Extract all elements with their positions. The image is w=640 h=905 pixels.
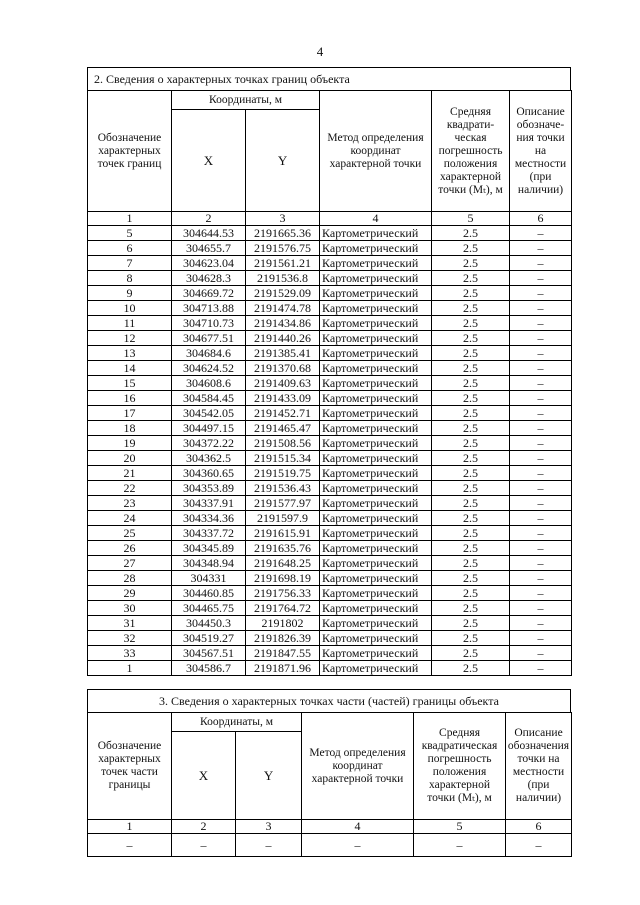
part-boundary-points-body	[88, 834, 572, 857]
error-cell: –	[414, 834, 506, 857]
error-cell: 2.5	[432, 661, 510, 676]
table-row	[88, 316, 572, 331]
point-id-cell: 17	[88, 406, 172, 421]
error-cell: 2.5	[432, 451, 510, 466]
y-coordinate-cell: 2191871.96	[246, 661, 320, 676]
error-cell: 2.5	[432, 241, 510, 256]
error-cell: 2.5	[432, 556, 510, 571]
x-coordinate-cell: 304542.05	[172, 406, 246, 421]
x-coordinate-cell: 304567.51	[172, 646, 246, 661]
point-id-cell: 14	[88, 361, 172, 376]
column-number-row	[88, 820, 572, 834]
description-cell: –	[510, 631, 572, 646]
point-id-cell: 7	[88, 256, 172, 271]
y-coordinate-cell: 2191465.47	[246, 421, 320, 436]
boundary-points-section	[87, 67, 571, 676]
error-cell: 2.5	[432, 586, 510, 601]
table-row	[88, 601, 572, 616]
y-coordinate-cell: –	[236, 834, 302, 857]
boundary-points-body	[88, 226, 572, 676]
x-coordinate-cell: 304713.88	[172, 301, 246, 316]
method-cell: Картометрический	[320, 661, 432, 676]
method-cell: Картометрический	[320, 271, 432, 286]
table-row	[88, 571, 572, 586]
y-coordinate-cell: 2191635.76	[246, 541, 320, 556]
description-cell: –	[510, 391, 572, 406]
x-coordinate-cell: 304608.6	[172, 376, 246, 391]
x-coordinate-cell: 304372.22	[172, 436, 246, 451]
y-coordinate-cell: 2191409.63	[246, 376, 320, 391]
designation-header: Обозначение характерных точек части границы	[88, 713, 172, 820]
method-cell: Картометрический	[320, 541, 432, 556]
y-coordinate-cell: 2191434.86	[246, 316, 320, 331]
table-row	[88, 271, 572, 286]
description-cell: –	[510, 526, 572, 541]
method-cell: Картометрический	[320, 511, 432, 526]
point-id-cell: 12	[88, 331, 172, 346]
y-coordinate-cell: 2191648.25	[246, 556, 320, 571]
error-cell: 2.5	[432, 406, 510, 421]
point-id-cell: –	[88, 834, 172, 857]
y-coordinate-cell: 2191826.39	[246, 631, 320, 646]
column-number: 1	[88, 212, 172, 226]
point-id-cell: 25	[88, 526, 172, 541]
method-cell: Картометрический	[320, 331, 432, 346]
method-cell: Картометрический	[320, 616, 432, 631]
y-coordinate-cell: 2191536.8	[246, 271, 320, 286]
method-header: Метод определения координат характерной точки	[320, 91, 432, 212]
x-coordinate-cell: –	[172, 834, 236, 857]
method-cell: Картометрический	[320, 421, 432, 436]
description-cell: –	[510, 511, 572, 526]
error-cell: 2.5	[432, 601, 510, 616]
error-cell: 2.5	[432, 526, 510, 541]
method-cell: Картометрический	[320, 316, 432, 331]
point-id-cell: 8	[88, 271, 172, 286]
table-row	[88, 286, 572, 301]
method-cell: Картометрический	[320, 406, 432, 421]
method-cell: Картометрический	[320, 631, 432, 646]
method-cell: Картометрический	[320, 571, 432, 586]
error-cell: 2.5	[432, 361, 510, 376]
table-row	[88, 436, 572, 451]
description-header: Описание обозначе-ния точки на местности (при наличии)	[510, 91, 572, 212]
point-id-cell: 23	[88, 496, 172, 511]
x-coordinate-cell: 304331	[172, 571, 246, 586]
description-cell: –	[510, 406, 572, 421]
column-number: 4	[302, 820, 414, 834]
table-row	[88, 511, 572, 526]
point-id-cell: 1	[88, 661, 172, 676]
point-id-cell: 6	[88, 241, 172, 256]
point-id-cell: 33	[88, 646, 172, 661]
y-coordinate-cell: 2191385.41	[246, 346, 320, 361]
x-coordinate-cell: 304519.27	[172, 631, 246, 646]
y-coordinate-cell: 2191615.91	[246, 526, 320, 541]
point-id-cell: 15	[88, 376, 172, 391]
table-row	[88, 646, 572, 661]
y-coordinate-cell: 2191576.75	[246, 241, 320, 256]
error-cell: 2.5	[432, 541, 510, 556]
table-row	[88, 586, 572, 601]
page-number: 4	[316, 44, 324, 59]
description-cell: –	[510, 451, 572, 466]
description-cell: –	[510, 376, 572, 391]
table-row	[88, 496, 572, 511]
table-row	[88, 406, 572, 421]
description-cell: –	[510, 241, 572, 256]
column-number: 6	[510, 212, 572, 226]
method-cell: Картометрический	[320, 346, 432, 361]
error-cell: 2.5	[432, 226, 510, 241]
error-cell: 2.5	[432, 616, 510, 631]
point-id-cell: 31	[88, 616, 172, 631]
table-row	[88, 346, 572, 361]
point-id-cell: 26	[88, 541, 172, 556]
x-coordinate-cell: 304623.04	[172, 256, 246, 271]
table-row	[88, 226, 572, 241]
point-id-cell: 32	[88, 631, 172, 646]
description-cell: –	[510, 496, 572, 511]
description-cell: –	[510, 616, 572, 631]
method-cell: Картометрический	[320, 586, 432, 601]
description-cell: –	[510, 586, 572, 601]
description-cell: –	[510, 466, 572, 481]
y-coordinate-cell: 2191802	[246, 616, 320, 631]
x-header: X	[172, 110, 246, 212]
column-number: 4	[320, 212, 432, 226]
y-header: Y	[246, 110, 320, 212]
boundary-points-table	[87, 90, 572, 676]
coordinates-header: Координаты, м	[172, 713, 302, 732]
y-coordinate-cell: 2191665.36	[246, 226, 320, 241]
method-cell: Картометрический	[320, 286, 432, 301]
description-header: Описание обозначения точки на местности (при наличии)	[506, 713, 572, 820]
error-cell: 2.5	[432, 391, 510, 406]
y-coordinate-cell: 2191440.26	[246, 331, 320, 346]
designation-header: Обозначение характерных точек границ	[88, 91, 172, 212]
point-id-cell: 21	[88, 466, 172, 481]
error-cell: 2.5	[432, 436, 510, 451]
method-cell: Картометрический	[320, 301, 432, 316]
y-coordinate-cell: 2191698.19	[246, 571, 320, 586]
error-cell: 2.5	[432, 316, 510, 331]
point-id-cell: 9	[88, 286, 172, 301]
point-id-cell: 11	[88, 316, 172, 331]
method-cell: Картометрический	[320, 391, 432, 406]
error-cell: 2.5	[432, 286, 510, 301]
method-cell: Картометрический	[320, 481, 432, 496]
column-number: 6	[506, 820, 572, 834]
y-coordinate-cell: 2191433.09	[246, 391, 320, 406]
point-id-cell: 13	[88, 346, 172, 361]
table-row	[88, 481, 572, 496]
description-cell: –	[510, 226, 572, 241]
point-id-cell: 5	[88, 226, 172, 241]
error-cell: 2.5	[432, 421, 510, 436]
y-coordinate-cell: 2191597.9	[246, 511, 320, 526]
error-cell: 2.5	[432, 256, 510, 271]
x-coordinate-cell: 304586.7	[172, 661, 246, 676]
table-row	[88, 526, 572, 541]
y-coordinate-cell: 2191847.55	[246, 646, 320, 661]
method-cell: Картометрический	[320, 496, 432, 511]
x-coordinate-cell: 304334.36	[172, 511, 246, 526]
method-cell: Картометрический	[320, 241, 432, 256]
x-coordinate-cell: 304353.89	[172, 481, 246, 496]
part-boundary-points-section	[87, 689, 571, 857]
column-number: 5	[414, 820, 506, 834]
y-coordinate-cell: 2191519.75	[246, 466, 320, 481]
point-id-cell: 10	[88, 301, 172, 316]
x-coordinate-cell: 304337.72	[172, 526, 246, 541]
column-number: 5	[432, 212, 510, 226]
column-number: 3	[246, 212, 320, 226]
description-cell: –	[510, 286, 572, 301]
table-row	[88, 556, 572, 571]
x-coordinate-cell: 304345.89	[172, 541, 246, 556]
table-row	[88, 256, 572, 271]
x-coordinate-cell: 304465.75	[172, 601, 246, 616]
method-cell: Картометрический	[320, 226, 432, 241]
point-id-cell: 18	[88, 421, 172, 436]
x-coordinate-cell: 304644.53	[172, 226, 246, 241]
method-cell: Картометрический	[320, 646, 432, 661]
table-row	[88, 391, 572, 406]
x-coordinate-cell: 304684.6	[172, 346, 246, 361]
y-coordinate-cell: 2191536.43	[246, 481, 320, 496]
method-cell: Картометрический	[320, 466, 432, 481]
x-coordinate-cell: 304655.7	[172, 241, 246, 256]
description-cell: –	[510, 541, 572, 556]
column-number: 3	[236, 820, 302, 834]
y-coordinate-cell: 2191561.21	[246, 256, 320, 271]
x-coordinate-cell: 304624.52	[172, 361, 246, 376]
error-cell: 2.5	[432, 571, 510, 586]
method-cell: Картометрический	[320, 526, 432, 541]
point-id-cell: 27	[88, 556, 172, 571]
part-boundary-points-table	[87, 712, 572, 857]
table-row	[88, 331, 572, 346]
description-cell: –	[510, 316, 572, 331]
point-id-cell: 30	[88, 601, 172, 616]
error-cell: 2.5	[432, 646, 510, 661]
table-row	[88, 834, 572, 857]
error-cell: 2.5	[432, 376, 510, 391]
x-coordinate-cell: 304710.73	[172, 316, 246, 331]
x-coordinate-cell: 304628.3	[172, 271, 246, 286]
coordinates-header: Координаты, м	[172, 91, 320, 110]
error-cell: 2.5	[432, 346, 510, 361]
description-cell: –	[510, 346, 572, 361]
description-cell: –	[510, 661, 572, 676]
description-cell: –	[510, 301, 572, 316]
error-cell: 2.5	[432, 271, 510, 286]
x-header: X	[172, 732, 236, 820]
table-row	[88, 616, 572, 631]
x-coordinate-cell: 304584.45	[172, 391, 246, 406]
y-coordinate-cell: 2191515.34	[246, 451, 320, 466]
column-number: 1	[88, 820, 172, 834]
error-cell: 2.5	[432, 511, 510, 526]
column-number-row	[88, 212, 572, 226]
error-header: Средняя квадрати-ческая погрешность положения характерной точки (Mₜ), м	[432, 91, 510, 212]
y-coordinate-cell: 2191756.33	[246, 586, 320, 601]
y-header: Y	[236, 732, 302, 820]
error-cell: 2.5	[432, 466, 510, 481]
point-id-cell: 29	[88, 586, 172, 601]
point-id-cell: 20	[88, 451, 172, 466]
table-row	[88, 421, 572, 436]
description-cell: –	[510, 256, 572, 271]
method-cell: Картометрический	[320, 436, 432, 451]
table-row	[88, 631, 572, 646]
description-cell: –	[510, 481, 572, 496]
table-row	[88, 241, 572, 256]
table-row	[88, 466, 572, 481]
description-cell: –	[510, 571, 572, 586]
table-row	[88, 361, 572, 376]
y-coordinate-cell: 2191764.72	[246, 601, 320, 616]
description-cell: –	[510, 421, 572, 436]
error-cell: 2.5	[432, 481, 510, 496]
description-cell: –	[510, 436, 572, 451]
x-coordinate-cell: 304450.3	[172, 616, 246, 631]
y-coordinate-cell: 2191474.78	[246, 301, 320, 316]
y-coordinate-cell: 2191529.09	[246, 286, 320, 301]
error-cell: 2.5	[432, 631, 510, 646]
x-coordinate-cell: 304360.65	[172, 466, 246, 481]
table-row	[88, 661, 572, 676]
column-number: 2	[172, 212, 246, 226]
method-cell: Картометрический	[320, 451, 432, 466]
y-coordinate-cell: 2191452.71	[246, 406, 320, 421]
table-row	[88, 451, 572, 466]
description-cell: –	[510, 331, 572, 346]
x-coordinate-cell: 304348.94	[172, 556, 246, 571]
header-row	[88, 713, 572, 732]
x-coordinate-cell: 304362.5	[172, 451, 246, 466]
x-coordinate-cell: 304669.72	[172, 286, 246, 301]
method-header: Метод определения координат характерной точки	[302, 713, 414, 820]
x-coordinate-cell: 304677.51	[172, 331, 246, 346]
header-row	[88, 91, 572, 110]
description-cell: –	[510, 556, 572, 571]
method-cell: –	[302, 834, 414, 857]
point-id-cell: 28	[88, 571, 172, 586]
error-cell: 2.5	[432, 331, 510, 346]
point-id-cell: 16	[88, 391, 172, 406]
table-row	[88, 541, 572, 556]
table-row	[88, 301, 572, 316]
column-number: 2	[172, 820, 236, 834]
method-cell: Картометрический	[320, 256, 432, 271]
x-coordinate-cell: 304337.91	[172, 496, 246, 511]
description-cell: –	[510, 361, 572, 376]
point-id-cell: 19	[88, 436, 172, 451]
section-title: 3. Сведения о характерных точках части (частей) границы объекта	[87, 689, 571, 712]
method-cell: Картометрический	[320, 601, 432, 616]
point-id-cell: 24	[88, 511, 172, 526]
point-id-cell: 22	[88, 481, 172, 496]
method-cell: Картометрический	[320, 361, 432, 376]
error-cell: 2.5	[432, 301, 510, 316]
y-coordinate-cell: 2191370.68	[246, 361, 320, 376]
y-coordinate-cell: 2191508.56	[246, 436, 320, 451]
error-header: Средняя квадратическая погрешность положения характерной точки (Mₜ), м	[414, 713, 506, 820]
x-coordinate-cell: 304460.85	[172, 586, 246, 601]
x-coordinate-cell: 304497.15	[172, 421, 246, 436]
table-row	[88, 376, 572, 391]
error-cell: 2.5	[432, 496, 510, 511]
y-coordinate-cell: 2191577.97	[246, 496, 320, 511]
description-cell: –	[510, 646, 572, 661]
description-cell: –	[506, 834, 572, 857]
method-cell: Картометрический	[320, 376, 432, 391]
description-cell: –	[510, 601, 572, 616]
method-cell: Картометрический	[320, 556, 432, 571]
section-title: 2. Сведения о характерных точках границ объекта	[87, 67, 571, 90]
description-cell: –	[510, 271, 572, 286]
